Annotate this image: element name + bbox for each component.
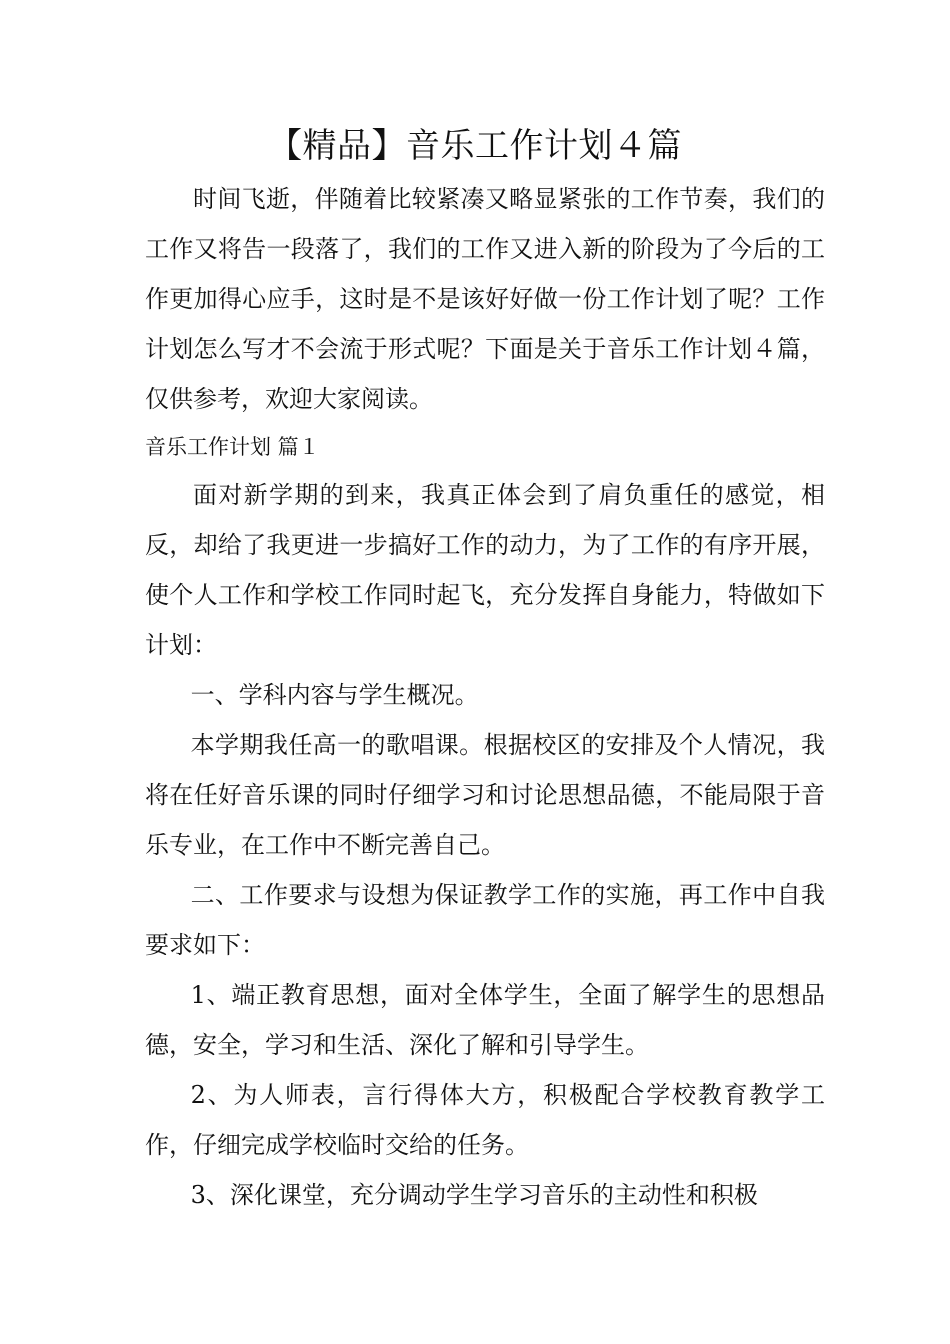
paragraph: 一、学科内容与学生概况。 bbox=[190, 681, 479, 709]
paragraph: 1、端正教育思想，面对全体学生，全面了解学生的思想品德，安全，学习和生活、深化了解和引导学生。 bbox=[145, 981, 825, 1059]
paragraph: 面对新学期的到来，我真正体会到了肩负重任的感觉，相反，却给了我更进一步搞好工作的动力，为了工作的有序开展，使个人工作和学校工作同时起飞，充分发挥自身能力，特做如下计划： bbox=[145, 481, 825, 659]
section-heading: 音乐工作计划 篇１ bbox=[145, 435, 320, 459]
paragraph: 本学期我任高一的歌唱课。根据校区的安排及个人情况，我将在任好音乐课的同时仔细学习和讨论思想品德，不能局限于音乐专业，在工作中不断完善自己。 bbox=[145, 731, 825, 859]
paragraph: 3、深化课堂，充分调动学生学习音乐的主动性和积极 bbox=[190, 1181, 758, 1209]
paragraph: 2、为人师表，言行得体大方，积极配合学校教育教学工作，仔细完成学校临时交给的任务。 bbox=[145, 1081, 825, 1159]
intro-paragraph: 时间飞逝，伴随着比较紧凑又略显紧张的工作节奏，我们的工作又将告一段落了，我们的工作又进入新的阶段为了今后的工作更加得心应手，这时是不是该好好做一份工作计划了呢？工作计划怎么写才不会流于形式呢？下面是关于音乐工作计划４篇，仅供参考，欢迎大家阅读。 bbox=[145, 185, 825, 413]
document-body bbox=[145, 174, 825, 1220]
document-title: 【精品】音乐工作计划４篇 bbox=[268, 126, 682, 166]
paragraph: 二、工作要求与设想为保证教学工作的实施，再工作中自我要求如下： bbox=[145, 881, 825, 959]
